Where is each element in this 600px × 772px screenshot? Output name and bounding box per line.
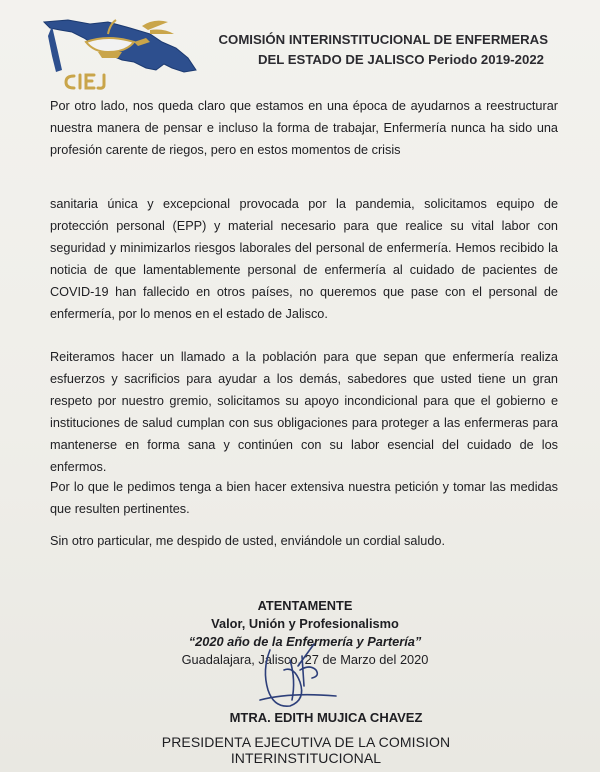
signer-name: MTRA. EDITH MUJICA CHAVEZ (229, 710, 423, 725)
paragraph-5: Sin otro particular, me despido de usted, enviándole un cordial saludo. (50, 534, 445, 548)
atentamente-label: ATENTAMENTE (257, 598, 353, 613)
paragraph-2: sanitaria única y excepcional provocada por la pandemia, solicitamos equipo de protección personal (EPP) y material necesario para que realice su vital labor con seguridad y minimizarlos riesgos laborales del personal de enfermería. Hemos recibido la noticia de que lamentablemente personal de enfermería al cuidado de pacientes de COVID-19 han fallecido en otros países, no queremos que pase con el personal de enfermería, por lo menos en el estado de Jalisco. (50, 197, 558, 321)
paragraph-4: Por lo que le pedimos tenga a bien hacer extensiva nuestra petición y tomar las medidas que resulten pertinentes. (50, 480, 558, 516)
signer-role: PRESIDENTA EJECUTIVA DE LA COMISION INTERINSTITUCIONAL (161, 734, 451, 766)
paragraph-1: Por otro lado, nos queda claro que estamos en una época de ayudarnos a reestructurar nuestra manera de pensar e incluso la forma de trabajar, Enfermería nunca ha sido una profesión carente de riegos, pero en estos momentos de crisis (50, 99, 558, 157)
handwritten-signature-icon (240, 630, 360, 720)
cie-jalisco-logo-icon (38, 12, 203, 90)
year-slogan: “2020 año de la Enfermería y Partería” (188, 634, 422, 649)
letterhead-title (218, 30, 548, 70)
motto-line: Valor, Unión y Profesionalismo (211, 616, 399, 631)
org-name-line1: COMISIÓN INTERINSTITUCIONAL DE ENFERMERAS (218, 32, 548, 47)
place-date: Guadalajara, Jalisco, 27 de Marzo del 2020 (181, 652, 429, 667)
org-name-line2: DEL ESTADO DE JALISCO Periodo 2019-2022 (257, 52, 544, 67)
paragraph-3: Reiteramos hacer un llamado a la población para que sepan que enfermería realiza esfuerzos y sacrificios para ayudar a los demás, sabedores que usted tiene un gran respeto por nuestro gremio, solicitamos su apoyo incondicional para que el gobierno e instituciones de salud cumplan con sus obligaciones para proteger a las enfermeras para mantenerse en forma sana y continúen con su labor esencial del cuidado de los enfermos. (50, 350, 558, 474)
